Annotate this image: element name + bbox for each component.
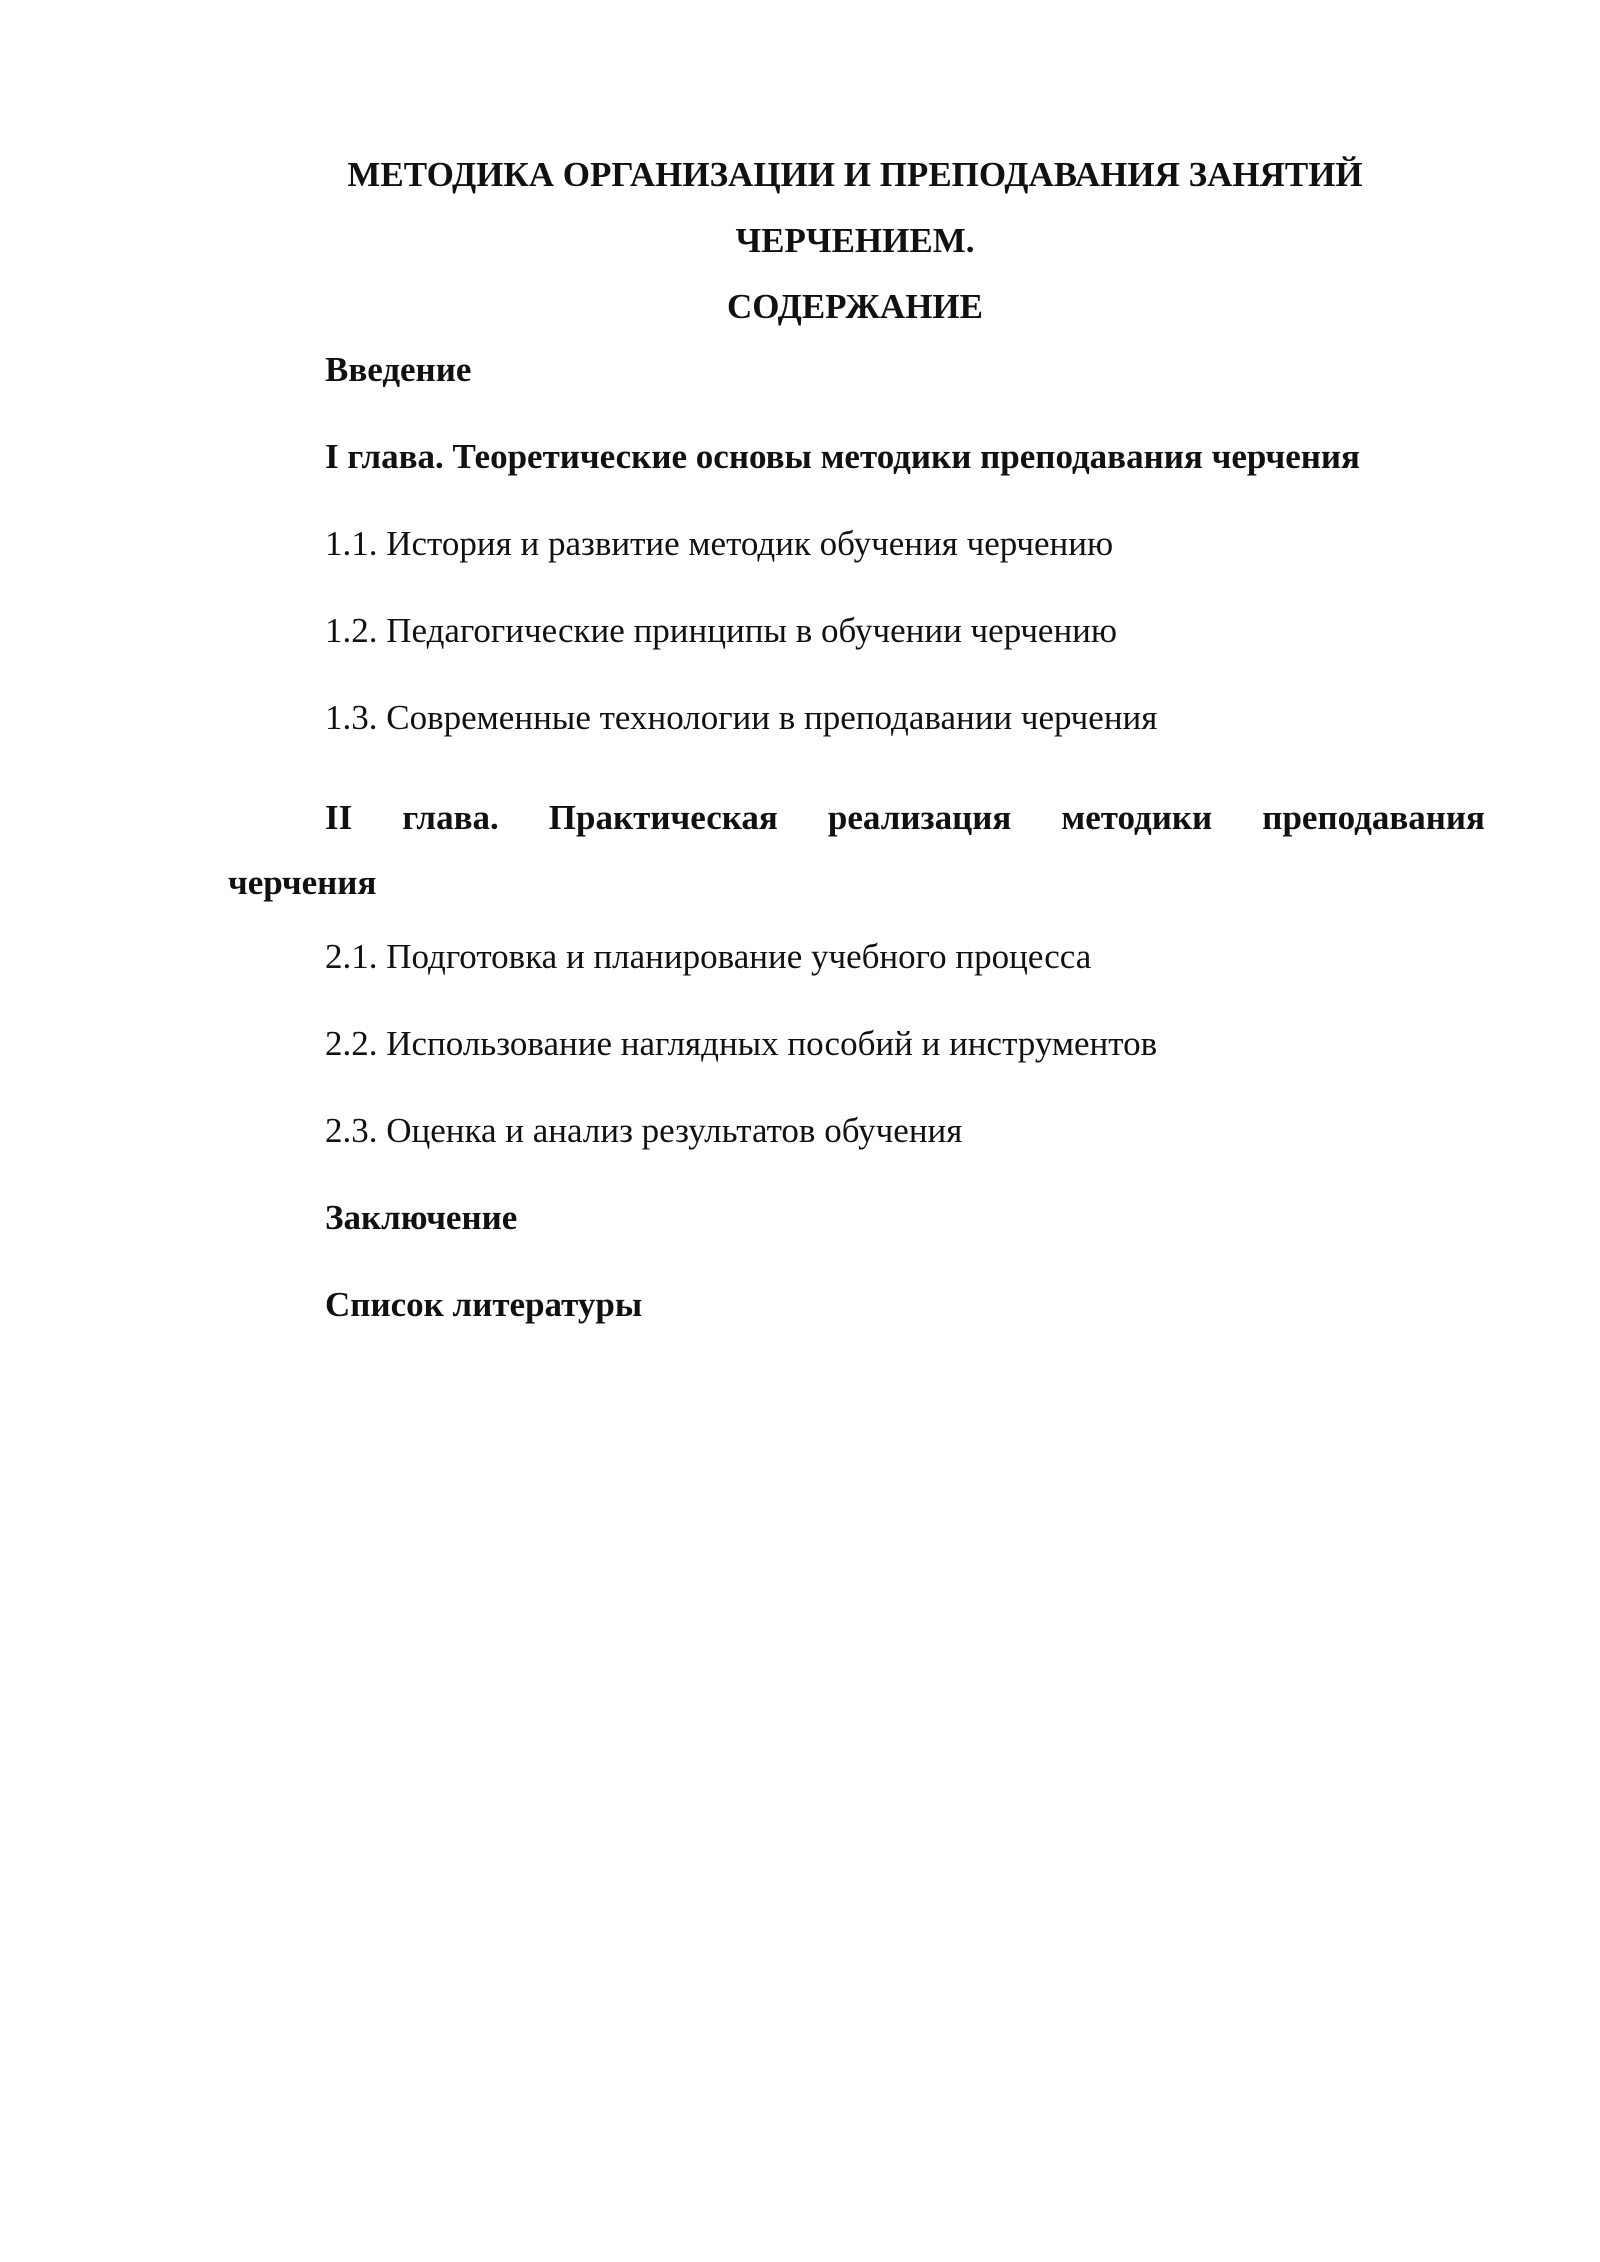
toc-section-2-1: 2.1. Подготовка и планирование учебного процесса: [325, 937, 1092, 976]
toc-chapter-2-line-2: черчения: [228, 863, 377, 902]
document-title-line-1: МЕТОДИКА ОРГАНИЗАЦИИ И ПРЕПОДАВАНИЯ ЗАНЯТИЙ: [347, 155, 1363, 194]
contents-heading: СОДЕРЖАНИЕ: [726, 287, 983, 326]
toc-chapter-2-line-1: II глава. Практическая реализация методики преподавания: [325, 798, 1485, 837]
toc-introduction: Введение: [325, 350, 472, 389]
toc-section-2-2: 2.2. Использование наглядных пособий и инструментов: [325, 1024, 1158, 1063]
document-title-line-2: ЧЕРЧЕНИЕМ.: [735, 221, 975, 260]
toc-section-1-2: 1.2. Педагогические принципы в обучении черчению: [325, 611, 1118, 650]
toc-chapter-2: [228, 785, 1485, 915]
toc-references: Список литературы: [325, 1285, 643, 1324]
toc-section-2-3: 2.3. Оценка и анализ результатов обучения: [325, 1111, 963, 1150]
toc-section-1-3: 1.3. Современные технологии в преподавании черчения: [325, 698, 1158, 737]
toc-chapter-1: I глава. Теоретические основы методики преподавания черчения: [325, 437, 1360, 476]
toc-conclusion: Заключение: [325, 1198, 518, 1237]
toc-section-1-1: 1.1. История и развитие методик обучения черчению: [325, 524, 1114, 563]
